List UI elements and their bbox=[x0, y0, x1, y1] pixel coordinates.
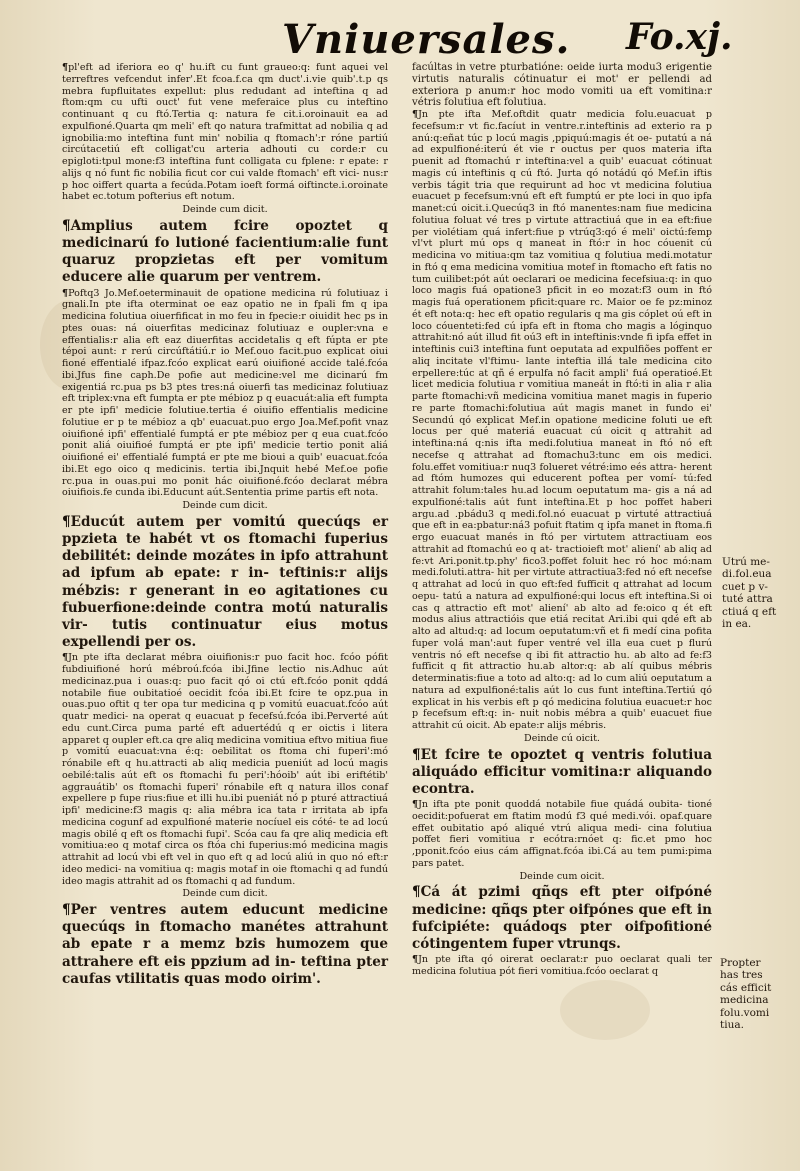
margin-note-line: di.fol.eua bbox=[722, 568, 772, 581]
margin-note-line: medicina bbox=[720, 994, 769, 1007]
page-title: Vniuersales. bbox=[282, 16, 571, 63]
lemma-heading bbox=[412, 747, 712, 799]
paper-stain bbox=[560, 980, 650, 1040]
transition-text: Deinde cú oicit. bbox=[524, 732, 600, 744]
lemma-text: Educút autem per vomitú quecúqs er ppzieta te habét vt os ftomachi fuperius debilitét: deinde mozátes in ipfo attrahunt ad ipfum ab epate: r in- teftinis:r alijs mébzis: r generant in eo agitationes cu fubuerfione:deinde contra motú naturalis vir- tutis continuatur eius motus expellendi per os. bbox=[62, 513, 388, 651]
paragraph-mark-icon: ¶ bbox=[62, 62, 69, 73]
lemma-heading bbox=[62, 902, 388, 988]
margin-note-line: tiua. bbox=[720, 1019, 744, 1032]
running-head bbox=[0, 12, 800, 68]
transition-text: Deinde cum dicit. bbox=[182, 500, 268, 511]
transition-text: Deinde cum dicit. bbox=[182, 204, 268, 215]
margin-note-line: tuté attra bbox=[722, 593, 773, 606]
paragraph-mark-icon: ¶ bbox=[412, 884, 421, 901]
commentary-text: Jn pte ifta declarat mébra oiuifionis:r puo facit hoc. fcóo pófit fubdiuifioné horú mébroú.fcóa ibi.Jfine lectio nis.Adhuc aút medicinaz.pua i ouas:q: puo facit qó oi ctú eft.fcóo ponit qddá notabile fiue oubitatioé oecidit fcóa ibi.Et fcire te opz.pua in ouas.puo oftit q ter opa tur medicina q p vomitú euacuat.fcóo aút quatr medici- na operat q euacuat p fecefsú.fcóa ibi.Perverté aút edu cunt.Circa puma parté eft aduertédú q er oictis i litera apparet q oupler eft.ca qre aliq medicina vomitiua eftvo mitiua fiue p vomitú euacuat:vna é:q: oebilitat os ftoma chi fuperi':mó rónabile eft q hu.attracti ab aliq medicia pueniút ad locú magis oebilé:talis aút eft os ftomachi fu peri':hóoib' aút ibi eriftétib' aggrauátib' os ftomachi fuperi' rónabile eft q natura illos conaf expellere p fupe rius:fiue et illi hu.ibi pueniát nó p pturé attractiuá ipfi' medicine:f3 magis q: alia mébra ica tata r irritata ab ipfa medicina cogunf ad expulfioné materie nocíuel eis cóté- te ad locú magis obilé q eft os ftomachi fupi'. Scóa cau fa qre aliq medicia eft vomitiua:eo q motaf circa os ftóa chi fuperius:mó medicina magis attrahit ad locú vbi eft vel in quo eft q ad locú aliú in quo nó eft:r ideo medici- na vomitiua q: magis motaf in oie ftomachi q ad fundú ideo magis attrahit ad os ftomachi q ad fundum. bbox=[62, 652, 388, 887]
commentary-text: pl'eft ad iferiora eo q' hu.ift cu funt graueo:q: funt aquei vel terreftres vefcendut infer'.Et fcoa.f.ca qm duct'.i.vie quib'.t.p qs mebra fupfluitates expellut: plus redudant ad inteftina q ad ftom:qm cu ufti ouct' fut vene meferaice plus cu inteftino continuant q cu ftó.Tertia q: natura fe cit.i.oroinauit ea ad expulfioné.Quarta qm meli' eft qo natura trafmittat ad nobilia q ad ignobilia:mo inteftina funt min' nobilia q ftomach':r róne partiú circútacetiú eft colligat'cu arteria adhouti cu corde:r cu epigloti:tpul mone:f3 inteftina funt colligata cu fplene: r epate: r alijs q nó funt fic nobilia ficut cor cui valde ftomach' eft vici- nus:r p hoc oiffert quarta a fecúda.Potam ioeft formá oiftincte.i.oroinate habet ec.totum pofterius eft notum. bbox=[62, 62, 388, 203]
commentary-text: Jn pte ifta qó oirerat oeclarat:r puo oeclarat quali ter medicina folutiua pót fieri vomitiua.fcóo oeclarat q bbox=[412, 954, 712, 977]
paragraph-mark-icon: ¶ bbox=[62, 513, 71, 530]
commentary-paragraph bbox=[62, 652, 388, 887]
right-text-column bbox=[412, 62, 712, 978]
margin-note-line: ctiuá q eft bbox=[722, 605, 777, 618]
margin-note-line: Utrú me- bbox=[722, 556, 770, 568]
margin-note-utrum bbox=[722, 556, 792, 630]
commentary-paragraph bbox=[62, 62, 388, 203]
left-text-column bbox=[62, 62, 388, 989]
lemma-text: Cá át pzimi qñqs eft pter oifpóné medicine: qñqs pter oifpónes que eft in fufcipiéte: quádoqs pter oifpofitioné cótingentem fuper vtrunqs. bbox=[412, 884, 712, 952]
margin-note-line: folu.vomi bbox=[720, 1006, 770, 1019]
commentary-paragraph bbox=[412, 799, 712, 870]
section-transition bbox=[62, 500, 388, 512]
lemma-heading bbox=[412, 884, 712, 953]
paragraph-mark-icon: ¶ bbox=[62, 287, 69, 299]
transition-text: Deinde cum dicit. bbox=[182, 888, 268, 900]
lemma-text: Amplius autem fcire opoztet q medicinarú fo lutioné facientium:alie funt quaruz propzietas eft per vomitum educere alie quarum per ventrem. bbox=[62, 217, 388, 286]
paragraph-mark-icon: ¶ bbox=[62, 217, 71, 234]
section-transition bbox=[412, 733, 712, 745]
commentary-text: Jn ifta pte ponit quoddá notabile fiue quádá oubita- tioné oecidit:pofuerat em ftatim modú f3 qué medi.vói. opaf.quare effet oubitatio apó aliqué vtrú aliqua medi- cina folutiua poffet fieri vomitiua r ecótra:rnóet q: fic.et pmo hoc ,pponit.fcóo eius cám affignat.fcóa ibi.Cá au tem pumi:pima pars patet. bbox=[412, 799, 712, 869]
margin-note-line: in ea. bbox=[722, 618, 752, 631]
lemma-heading bbox=[62, 514, 388, 652]
section-transition bbox=[62, 888, 388, 900]
lemma-text: Per ventres autem educunt medicine quecúqs in ftomacho manétes attrahunt ab epate r a memz bzis humozem que attrahere eft eis ppzium ad in- teftina pter caufas vtilitatis quas modo oirim'. bbox=[62, 902, 388, 987]
commentary-paragraph bbox=[62, 288, 388, 500]
lemma-text: facúltas in vetre pturbatióne: oeide iurta modu3 erigentie virtutis naturalis cótinuatur ei mot' er pellendi ad exteriora p anum:r hoc modo vomiti ua eft vomitina:r vétris folutiua eft folutiua. bbox=[412, 62, 712, 109]
commentary-text: Jn pte ifta Mef.oftdit quatr medicia folu.euacuat p fecefsum:r vt fic.facíut in ventre.r.inteftinis ad exterio ra p anú:q:eñat túc p locú magis ,ppiquú:magis ét oe- putatú a ná ad expulfioné:iterú ét vie r ouctus per quos materia ifta puenit ad ftomachú r inteftina:vel a quib' euacuat cótinuat magis cú inteftinis q cú ftó. Jurta qó notádú qó Mef.in iftis verbis tágit tria que requirunt ad hoc vt medicina folutiua euacuet p fecefsum:vnú eft eft fumptú er pte loci in quo ipfa manet:cú oicit.i.Quecúq3 in ftó manentes:nam fiue medicina folutiua foluat vé tres p virtute attractiuá que in ea eft:fiue per violétiam quá infert:fiue p vtrúq3:qó é meli' oictú:femp vl'vt plurt mú ops q maneat in ftó:r in hoc cóuenit cú medicina vo mitiua:qm taz vomitiua q folutiua medi.motatur in ftó q ema medicina vomitiua motef in ftomacho eft fatis no tum cuilibet:pót aút oeclarari oe medicina fecefsiua:q: in quo loco magis fuá opatione3 pficit in eo mozat:f3 oum in ftó magis fuá operationem pficit:quare rc. Maior oe fe pz:minoz ét eft nota:q: hec eft opatio regularis q ma gis cóplet oú eft in loco cóuenteti:fed cú ipfa eft in ftoma cho magis a lóginquo attrahit:nó aút illud fit oú3 eft in inteftinis:vnde fi ipfa effet in inteftinis cui3 inteftina funt oeputata ad expulfiões poffent er aliq incitate vl'ftimu- lante inteftia illá tale medicina cito erpellere:túc at qñ é erpulfa nó facit ampli' fuá operatioé.Et licet medicia folutiua r vomitiua maneát in ftó:ti in alia r alia parte ftomachi:vñ medicina vomitiua manet magis in fuperio re parte ftomachi:folutiua aút magis manet in fundo ei' Secundú qó explicat Mef.in opatione medicine foluti ue eft locus per qué materiá euacuat cú oicit q attrahit ad inteftina:ná q:nis ifta medi.folutiua maneat in ftó nó eft necefse q attrahat ad ftomachu3:tunc em ois medici. folu.effet vomitiua:r nuq3 folueret vétré:imo eés attra- herent ad ftóm humozes qui educerent poftea per vomí- tú:fed attrahit folum:tales hu.ad locum oeputatum ma- gis a ná ad expulfioné:talis aút funt inteftina.Et p hoc poffet haberi argu.ad .pbádu3 q medi.fol.nó euacuat p virtuté attractiuá que eft in ea:pbatur:ná3 pofuit ftatim q ipfa manet in ftoma.fi ergo euacuat manés in ftó per virtutem attractiuam eos attrahit ad ftomachú eo q at- tractioieft mot' aliení' ab aliq ad fe:vt Ari.ponit.tp.phy' fico3.poffet foluit hec ró hoc mó:nam medi.foluti.attra- hit per virtute attractiua3:fed nó eft necefse q attrahat ad locú in quo eft:fed fufficit q attrahat ad locum oepu- tatú a natura ad expulfioné:qui locus eft inteftina.Si oi cas q attractio eft mot' aliení' ab alto ad fe:oico q ét eft modus alius attractióis que etiá recitat Ari.ibi qui qdé eft ab alto ad altud:q: ad locum oeputatum:vñ et fi medí cina pofita fuper volá man':aut fuper ventré vel illa eua cuet p flurú ventris nó eft necefse q ibi fit attractio hu. ab alto ad fe:f3 fufficit q fit attractio hu.ab altor:q: ab alí quibus mébris determinatis:fiue a toto ad alto:q: ad lo cum aliú oeputatum a natura ad expulfioné:talis aút lo cus funt inteftina.Tertiú qó explicat in his verbis eft p qó medicina folutiua euacuet:r hoc p fecefsum eft:q: in- nuit nobis mébra a quib' euacuet fiue attrahit cú oicit. Ab epate:r alijs mébris. bbox=[412, 109, 712, 731]
paragraph-mark-icon: ¶ bbox=[62, 652, 69, 664]
commentary-paragraph bbox=[412, 109, 712, 732]
margin-note-line: cás efficit bbox=[720, 981, 772, 994]
commentary-paragraph bbox=[412, 954, 712, 978]
lemma-text: Et fcire te opoztet q ventris folutiua aliquádo efficitur vomitina:r aliquando econtra. bbox=[412, 746, 712, 797]
commentary-text: Poftq3 Jo.Mef.oeterminauit de opatione medicina rú folutiuaz i gnali.In pte ifta oterminat oe eaz opatio ne in fpali fm q ipa medicina folutiua oiuerfificat in mo feu in fpecie:r oiuidit hec ps in ptes ouas: ná oiuerfitas medicinaz folutiuaz e oupler:vna e effentialis:r alia eft eaz diuerfitas accidetalis q eft fúpta er pte tépoi aunt: r rerú circúftátiú.r io Mef.ouo facit.puo explicat oiui fioné effentialé ifpaz.fcóo explicat earú oiuifioné accide talé.fcóa ibi.Jfus fine caph.De pofie aut medicine:vel me dicinarú fm exigentiá rc.pua ps b3 ptes tres:ná oiuerfi tas medicinaz folutiuaz eft triplex:vna eft fumpta er pte mébioz p q euacuát:alia eft fumpta er pte ipfi' medicie folutiue.tertia é oiuifio effentialis medicine folutiue er p te mébioz a qb' euacuat.puo ergo Joa.Mef.pofit vnaz oiuifioné ipfi' effentialé fumptá er pte mébioz per q eua cuat.fcóo ponit aliá oiuifioé fumptá er pte ipfi' medicie tertio ponit aliá oiuifioné ei' effentialé fumptá er pte me bioui a quib' euacuat.fcóa ibi.Et ego oico q medicinis. tertia ibi.Jnquit hebé Mef.oe pofie rc.pua in ouas.pui mo ponit hác oiuifioné.fcóo declarat mébra oiuifiois.fe cunda ibi.Educunt aút.Sententia prime partis eft nota. bbox=[62, 287, 388, 499]
margin-note-line: has tres bbox=[720, 969, 763, 982]
lemma-continuation bbox=[412, 62, 712, 109]
transition-text: Deinde cum oicit. bbox=[519, 870, 605, 882]
margin-note-propter bbox=[720, 957, 794, 1031]
paragraph-mark-icon: ¶ bbox=[412, 109, 419, 120]
section-transition bbox=[412, 871, 712, 883]
paragraph-mark-icon: ¶ bbox=[412, 799, 419, 811]
margin-note-line: cuet p v- bbox=[722, 580, 768, 593]
lemma-heading bbox=[62, 218, 388, 287]
paragraph-mark-icon: ¶ bbox=[62, 902, 71, 918]
paragraph-mark-icon: ¶ bbox=[412, 954, 419, 966]
paragraph-mark-icon: ¶ bbox=[412, 746, 421, 763]
section-transition bbox=[62, 204, 388, 216]
folio-number: Fo.xj. bbox=[626, 16, 733, 58]
margin-note-line: Propter bbox=[720, 957, 761, 969]
